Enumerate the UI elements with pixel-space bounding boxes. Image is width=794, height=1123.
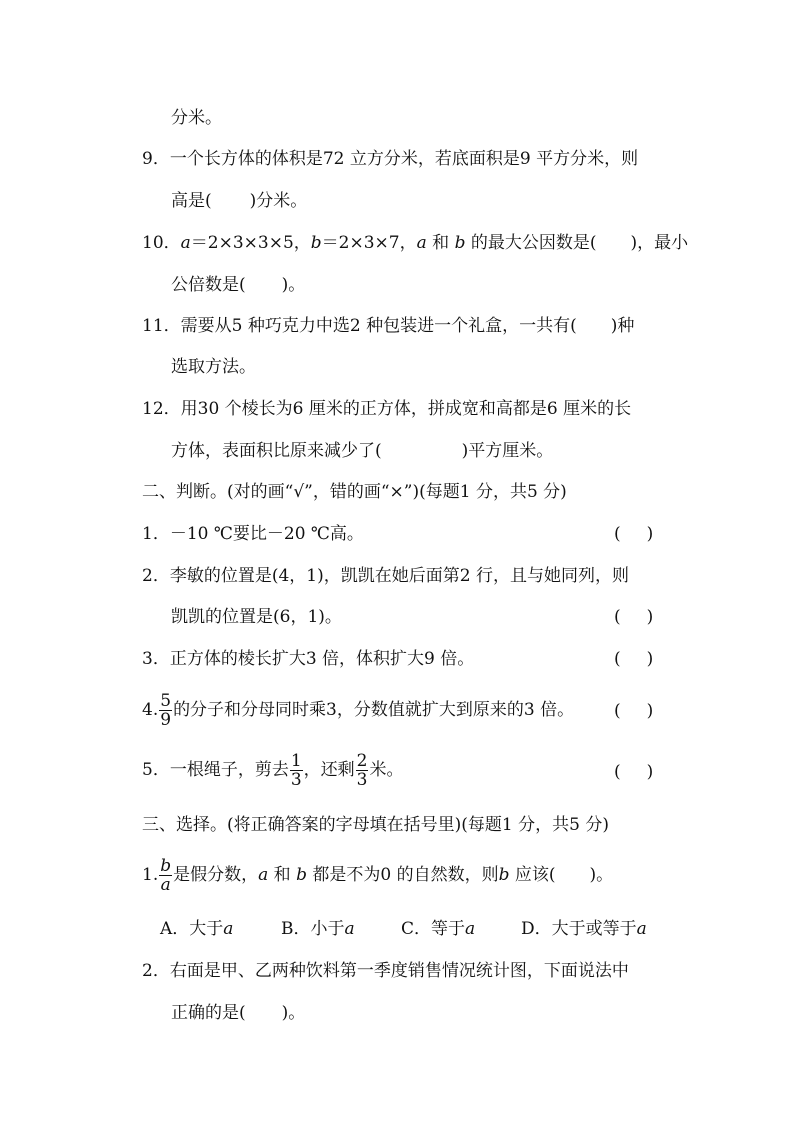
q8-tail: 分米。 [171, 108, 222, 128]
fraction: $\frac{5}{9}$ [160, 691, 172, 730]
question-10-line-1: 10．a＝2×3×3×5，b＝2×3×7，a 和 b 的最大公因数是( )，最小 [142, 233, 689, 253]
choice-option-a[interactable]: A．大于a [160, 919, 234, 939]
fraction: $\frac{1}{3}$ [290, 751, 302, 790]
answer-parentheses[interactable]: ( ) [614, 607, 654, 627]
choice-option-d[interactable]: D．大于或等于a [521, 919, 647, 939]
section-3-heading: 三、选择。(将正确答案的字母填在括号里)(每题1 分，共5 分) [142, 815, 609, 835]
question-number: 2． [142, 566, 170, 586]
question-10-line-2: 公倍数是( )。 [171, 275, 306, 295]
answer-parentheses[interactable]: ( ) [614, 524, 654, 544]
question-number: 1． [142, 524, 170, 544]
judge-question-2-line-2: 凯凯的位置是(6，1)。 [171, 607, 342, 627]
choice-option-c[interactable]: C．等于a [401, 919, 476, 939]
fraction: $\frac{2}{3}$ [356, 751, 368, 790]
question-number: 12． [142, 399, 181, 419]
question-12-line-2: 方体，表面积比原来减少了( )平方厘米。 [171, 441, 554, 461]
question-9-line-2: 高是( )分米。 [171, 191, 308, 211]
section-2-heading: 二、判断。(对的画“√”，错的画“×”)(每题1 分，共5 分) [142, 482, 567, 502]
judge-question-4: 4. $\frac{5}{9}$ 的分子和分母同时乘3，分数值就扩大到原来的3 倍。 [142, 691, 575, 730]
judge-question-2-line-1: 2．李敏的位置是(4，1)，凯凯在她后面第2 行，且与她同列，则 [142, 566, 629, 586]
question-number: 2． [142, 961, 170, 981]
question-number: 10． [142, 233, 181, 253]
answer-parentheses[interactable]: ( ) [614, 649, 654, 669]
question-11-line-2: 选取方法。 [171, 357, 256, 377]
choice-question-1: 1. $\frac{b}{a}$ 是假分数，a 和 b 都是不为0 的自然数，则b 应该( )。 [142, 856, 614, 895]
question-text: 一个长方体的体积是72 立方分米，若底面积是9 平方分米，则 [169, 149, 639, 169]
choice-option-b[interactable]: B．小于a [281, 919, 355, 939]
question-11-line-1: 11．需要从5 种巧克力中选2 种包装进一个礼盒，一共有( )种 [142, 316, 635, 336]
choice-question-2-line-1: 2．右面是甲、乙两种饮料第一季度销售情况统计图，下面说法中 [142, 961, 629, 981]
question-number: 11． [142, 316, 181, 336]
fraction: $\frac{b}{a}$ [160, 856, 172, 895]
question-number: 3． [142, 649, 170, 669]
question-12-line-1: 12．用30 个棱长为6 厘米的正方体，拼成宽和高都是6 厘米的长 [142, 399, 632, 419]
answer-parentheses[interactable]: ( ) [614, 762, 654, 782]
question-9-line-1 [142, 147, 638, 171]
question-number: 9． [142, 149, 170, 169]
judge-question-3: 3．正方体的棱长扩大3 倍，体积扩大9 倍。 [142, 649, 475, 669]
judge-question-5: 5．一根绳子，剪去 $\frac{1}{3}$ ，还剩 $\frac{2}{3}$ 米。 [142, 751, 404, 790]
question-number: 1. [142, 865, 159, 885]
question-number: 4. [142, 700, 159, 720]
question-number: 5． [142, 760, 170, 780]
judge-question-1: 1．－10 ℃要比－20 ℃高。 [142, 524, 364, 544]
choice-question-2-line-2: 正确的是( )。 [171, 1003, 306, 1023]
answer-parentheses[interactable]: ( ) [614, 701, 654, 721]
